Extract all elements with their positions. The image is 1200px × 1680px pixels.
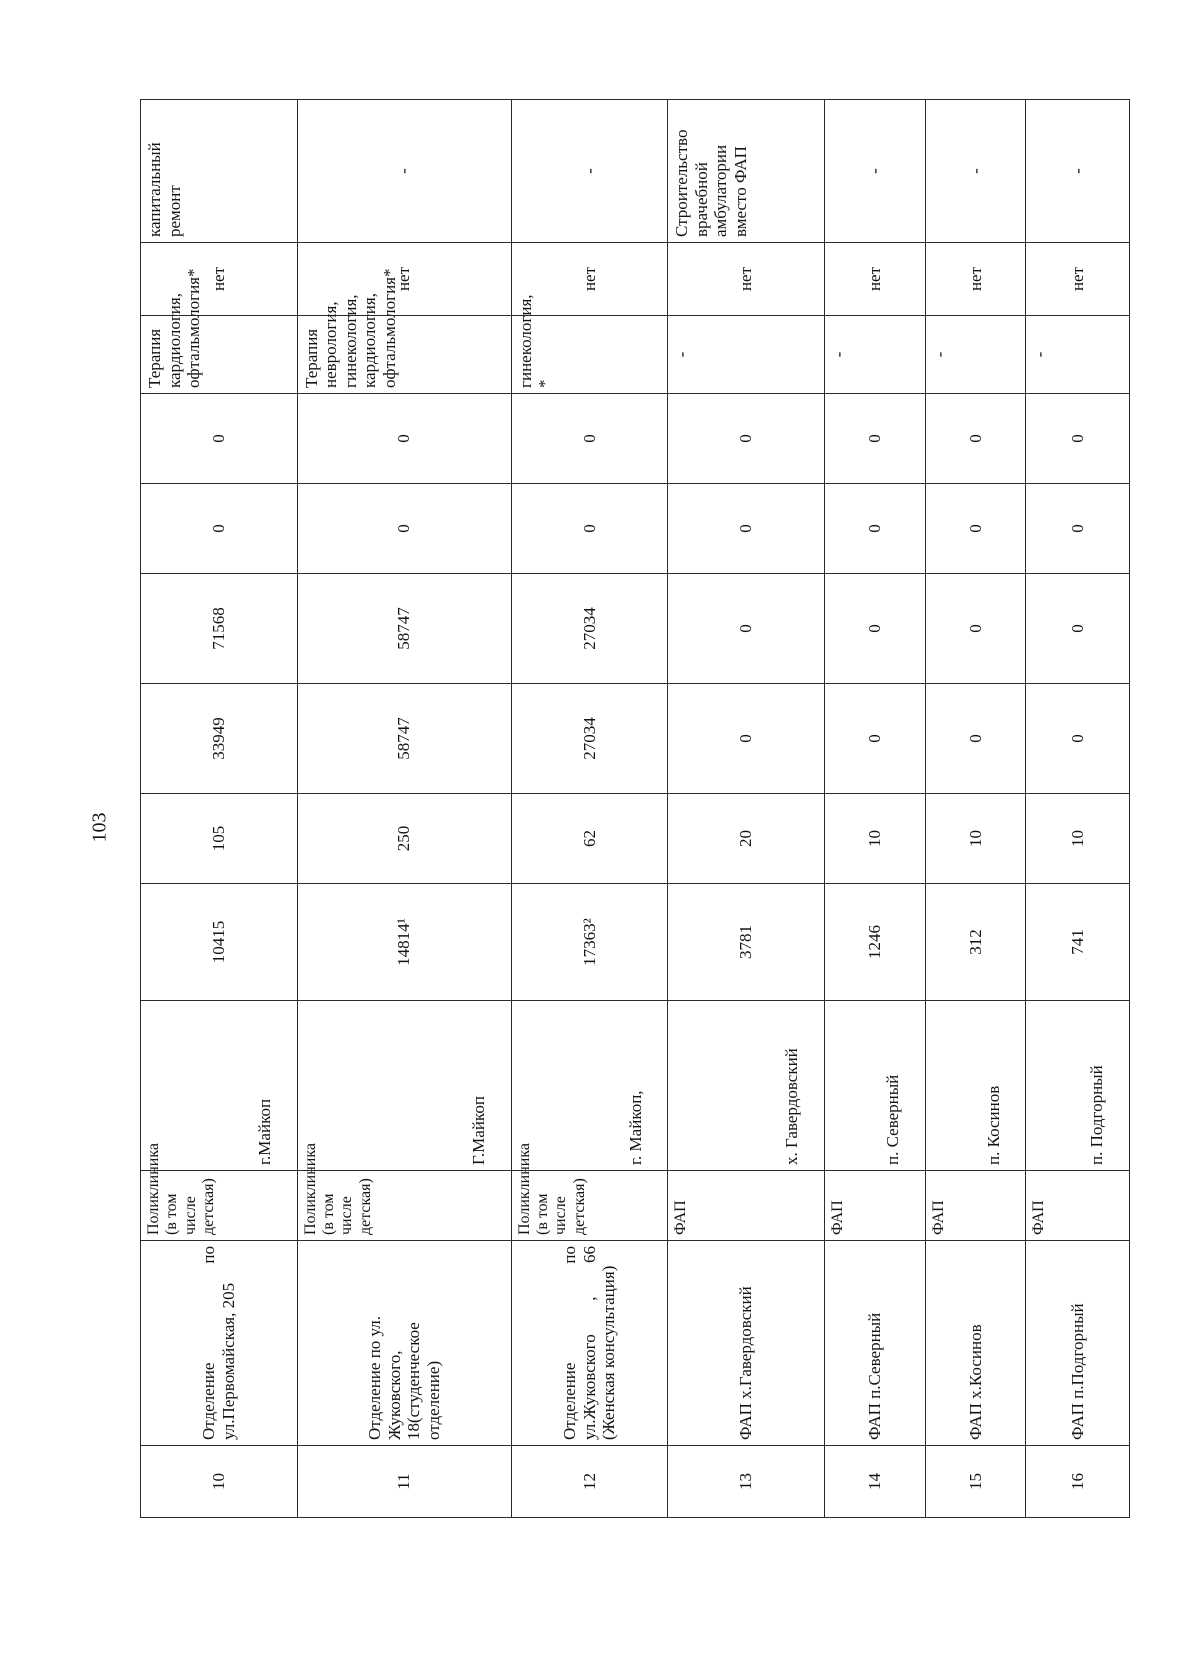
value-2-cell: 0 bbox=[668, 574, 825, 684]
value-3-cell: 0 bbox=[297, 484, 511, 574]
department-name-cell: Отделение по ул. Жуковского, 18(студенческое отделение) bbox=[297, 1241, 511, 1446]
note-cell: - bbox=[297, 100, 511, 243]
department-name-cell: Отделение по ул.Жуковского , 66 (Женская консультация) bbox=[511, 1241, 668, 1446]
page-number: 103 bbox=[88, 812, 111, 843]
table-container bbox=[140, 120, 1130, 1518]
row-number-cell: 15 bbox=[925, 1446, 1026, 1518]
note-cell: Строительство врачебной амбулатории вместо ФАП bbox=[668, 100, 825, 243]
table-row bbox=[925, 100, 1026, 1518]
value-4-cell: 0 bbox=[825, 394, 926, 484]
table-row bbox=[825, 100, 926, 1518]
department-name-cell: ФАП х.Гавердовский bbox=[668, 1241, 825, 1446]
table-row bbox=[511, 100, 668, 1518]
facility-type-cell: ФАП bbox=[825, 1171, 926, 1241]
facility-type-cell: Поликлиника (в том числе детская) bbox=[511, 1171, 668, 1241]
table-body bbox=[141, 100, 1130, 1518]
specialties-cell: - bbox=[1026, 316, 1130, 394]
population-cell: 17363² bbox=[511, 884, 668, 1001]
value-4-cell: 0 bbox=[141, 394, 298, 484]
address-cell: п. Северный bbox=[825, 1001, 926, 1171]
specialties-cell: - bbox=[925, 316, 1026, 394]
flag-cell: нет bbox=[511, 243, 668, 316]
department-name-cell: ФАП х.Косинов bbox=[925, 1241, 1026, 1446]
value-4-cell: 0 bbox=[1026, 394, 1130, 484]
population-cell: 10415 bbox=[141, 884, 298, 1001]
population-cell: 312 bbox=[925, 884, 1026, 1001]
table-row bbox=[297, 100, 511, 1518]
address-cell: Г.Майкоп bbox=[297, 1001, 511, 1171]
value-4-cell: 0 bbox=[511, 394, 668, 484]
value-3-cell: 0 bbox=[141, 484, 298, 574]
value-1-cell: 0 bbox=[668, 684, 825, 794]
specialties-cell: - bbox=[825, 316, 926, 394]
value-1-cell: 0 bbox=[1026, 684, 1130, 794]
row-number-cell: 16 bbox=[1026, 1446, 1130, 1518]
value-3-cell: 0 bbox=[668, 484, 825, 574]
capacity-cell: 105 bbox=[141, 794, 298, 884]
value-1-cell: 33949 bbox=[141, 684, 298, 794]
flag-cell: нет bbox=[1026, 243, 1130, 316]
flag-cell: нет bbox=[825, 243, 926, 316]
specialties-cell: - bbox=[668, 316, 825, 394]
capacity-cell: 10 bbox=[1026, 794, 1130, 884]
value-3-cell: 0 bbox=[825, 484, 926, 574]
population-cell: 741 bbox=[1026, 884, 1130, 1001]
value-4-cell: 0 bbox=[668, 394, 825, 484]
capacity-cell: 62 bbox=[511, 794, 668, 884]
value-1-cell: 27034 bbox=[511, 684, 668, 794]
note-cell: - bbox=[825, 100, 926, 243]
value-1-cell: 0 bbox=[825, 684, 926, 794]
value-4-cell: 0 bbox=[925, 394, 1026, 484]
value-2-cell: 71568 bbox=[141, 574, 298, 684]
table-row bbox=[141, 100, 298, 1518]
capacity-cell: 20 bbox=[668, 794, 825, 884]
flag-cell: нет bbox=[668, 243, 825, 316]
population-cell: 3781 bbox=[668, 884, 825, 1001]
table-row bbox=[668, 100, 825, 1518]
table-row bbox=[1026, 100, 1130, 1518]
note-cell: - bbox=[511, 100, 668, 243]
value-3-cell: 0 bbox=[925, 484, 1026, 574]
flag-cell: нет bbox=[297, 243, 511, 316]
note-cell: капитальный ремонт bbox=[141, 100, 298, 243]
value-1-cell: 58747 bbox=[297, 684, 511, 794]
value-2-cell: 0 bbox=[1026, 574, 1130, 684]
address-cell: п. Косинов bbox=[925, 1001, 1026, 1171]
value-4-cell: 0 bbox=[297, 394, 511, 484]
value-1-cell: 0 bbox=[925, 684, 1026, 794]
facility-type-cell: ФАП bbox=[668, 1171, 825, 1241]
department-name-cell: ФАП п.Подгорный bbox=[1026, 1241, 1130, 1446]
value-2-cell: 58747 bbox=[297, 574, 511, 684]
facility-type-cell: ФАП bbox=[1026, 1171, 1130, 1241]
address-cell: п. Подгорный bbox=[1026, 1001, 1130, 1171]
row-number-cell: 13 bbox=[668, 1446, 825, 1518]
specialties-cell: гинекология, * bbox=[511, 316, 668, 394]
row-number-cell: 12 bbox=[511, 1446, 668, 1518]
row-number-cell: 10 bbox=[141, 1446, 298, 1518]
capacity-cell: 10 bbox=[825, 794, 926, 884]
department-name-cell: ФАП п.Северный bbox=[825, 1241, 926, 1446]
facilities-table bbox=[140, 99, 1130, 1518]
flag-cell: нет bbox=[925, 243, 1026, 316]
note-cell: - bbox=[925, 100, 1026, 243]
row-number-cell: 11 bbox=[297, 1446, 511, 1518]
note-cell: - bbox=[1026, 100, 1130, 243]
capacity-cell: 10 bbox=[925, 794, 1026, 884]
specialties-cell: Терапия неврология, гинекология, кардиология, офтальмология* bbox=[297, 316, 511, 394]
facility-type-cell: Поликлиника (в том числе детская) bbox=[141, 1171, 298, 1241]
value-2-cell: 27034 bbox=[511, 574, 668, 684]
value-2-cell: 0 bbox=[825, 574, 926, 684]
row-number-cell: 14 bbox=[825, 1446, 926, 1518]
capacity-cell: 250 bbox=[297, 794, 511, 884]
value-3-cell: 0 bbox=[1026, 484, 1130, 574]
value-3-cell: 0 bbox=[511, 484, 668, 574]
specialties-cell: Терапия кардиология, офтальмология* bbox=[141, 316, 298, 394]
value-2-cell: 0 bbox=[925, 574, 1026, 684]
facility-type-cell: ФАП bbox=[925, 1171, 1026, 1241]
facility-type-cell: Поликлиника (в том числе детская) bbox=[297, 1171, 511, 1241]
address-cell: г.Майкоп bbox=[141, 1001, 298, 1171]
population-cell: 14814¹ bbox=[297, 884, 511, 1001]
address-cell: х. Гавердовский bbox=[668, 1001, 825, 1171]
department-name-cell: Отделение по ул.Первомайская, 205 bbox=[141, 1241, 298, 1446]
population-cell: 1246 bbox=[825, 884, 926, 1001]
flag-cell: нет bbox=[141, 243, 298, 316]
address-cell: г. Майкоп, bbox=[511, 1001, 668, 1171]
